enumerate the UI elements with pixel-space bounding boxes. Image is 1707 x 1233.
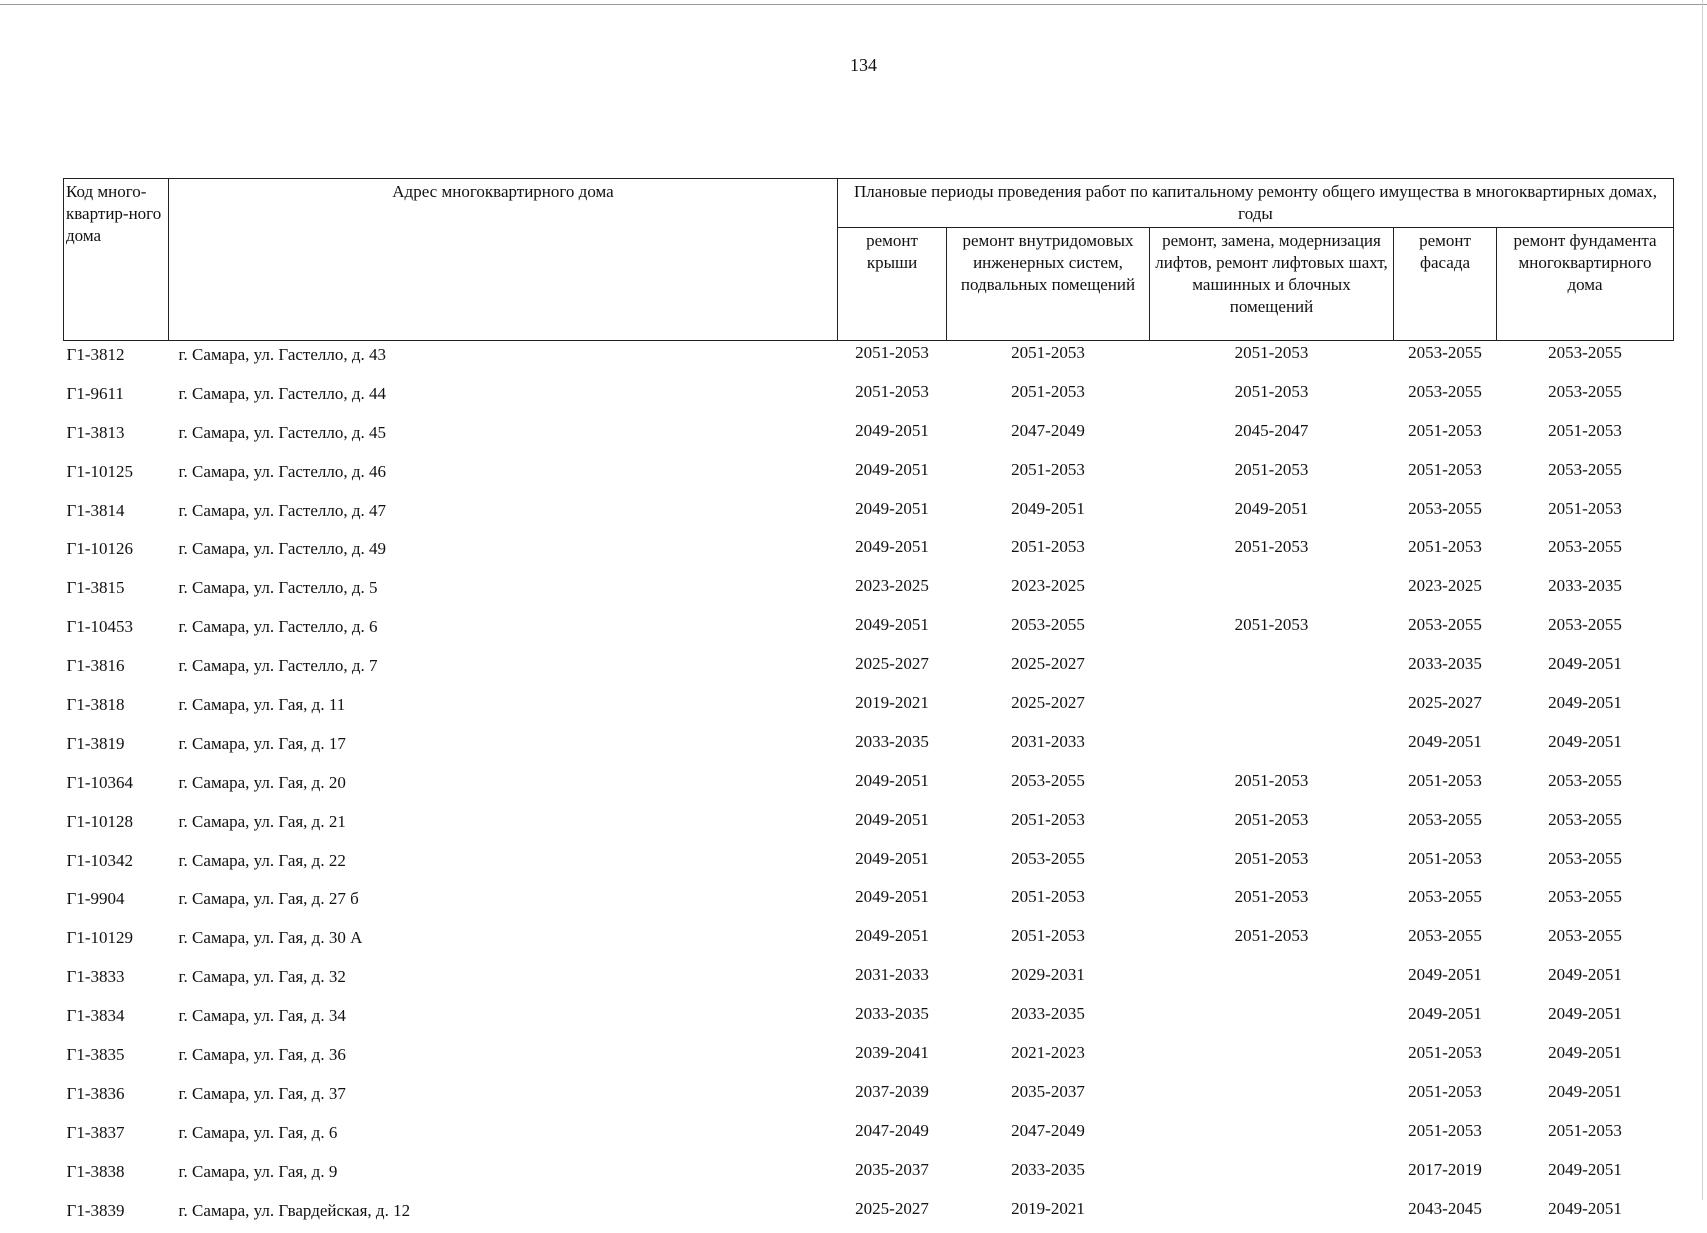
cell-facade-period: 2053-2055	[1394, 883, 1497, 922]
cell-lifts-period: 2051-2053	[1150, 341, 1394, 378]
table-row	[64, 806, 1674, 845]
cell-facade-period: 2051-2053	[1394, 1117, 1497, 1156]
cell-engineering-period: 2025-2027	[947, 650, 1150, 689]
cell-engineering-period: 2021-2023	[947, 1039, 1150, 1078]
cell-address: г. Самара, ул. Гая, д. 36	[169, 1039, 838, 1078]
cell-engineering-period: 2049-2051	[947, 495, 1150, 534]
cell-engineering-period: 2047-2049	[947, 1117, 1150, 1156]
cell-roof-period: 2049-2051	[838, 611, 947, 650]
table-row	[64, 495, 1674, 534]
cell-lifts-period: 2051-2053	[1150, 378, 1394, 417]
table-row	[64, 883, 1674, 922]
cell-facade-period: 2051-2053	[1394, 533, 1497, 572]
cell-roof-period: 2051-2053	[838, 341, 947, 378]
cell-roof-period: 2031-2033	[838, 961, 947, 1000]
cell-facade-period: 2051-2053	[1394, 456, 1497, 495]
header-row-top	[64, 179, 1674, 228]
cell-address: г. Самара, ул. Гая, д. 34	[169, 1000, 838, 1039]
cell-roof-period: 2049-2051	[838, 533, 947, 572]
cell-address: г. Самара, ул. Гая, д. 22	[169, 845, 838, 884]
cell-foundation-period: 2053-2055	[1497, 806, 1674, 845]
capital-repair-schedule-table	[63, 178, 1674, 1233]
header-lifts: ремонт, замена, модернизация лифтов, ремонт лифтовых шахт, машинных и блочных помещений	[1150, 228, 1394, 341]
cell-engineering-period: 2033-2035	[947, 1000, 1150, 1039]
cell-engineering-period: 2051-2053	[947, 456, 1150, 495]
cell-lifts-period	[1150, 1195, 1394, 1233]
cell-code: Г1-3839	[64, 1195, 169, 1233]
page-number: 134	[0, 55, 1707, 76]
cell-code: Г1-3818	[64, 689, 169, 728]
cell-address: г. Самара, ул. Гая, д. 20	[169, 767, 838, 806]
table-row	[64, 845, 1674, 884]
cell-address: г. Самара, ул. Гастелло, д. 49	[169, 533, 838, 572]
header-periods-group: Плановые периоды проведения работ по капитальному ремонту общего имущества в многоквартирных домах, годы	[838, 179, 1674, 228]
cell-address: г. Самара, ул. Гая, д. 9	[169, 1156, 838, 1195]
table-row	[64, 650, 1674, 689]
cell-facade-period: 2043-2045	[1394, 1195, 1497, 1233]
cell-address: г. Самара, ул. Гая, д. 17	[169, 728, 838, 767]
cell-facade-period: 2049-2051	[1394, 961, 1497, 1000]
cell-code: Г1-3835	[64, 1039, 169, 1078]
cell-address: г. Самара, ул. Гая, д. 37	[169, 1078, 838, 1117]
cell-foundation-period: 2049-2051	[1497, 1156, 1674, 1195]
cell-engineering-period: 2029-2031	[947, 961, 1150, 1000]
cell-code: Г1-3816	[64, 650, 169, 689]
cell-engineering-period: 2033-2035	[947, 1156, 1150, 1195]
cell-lifts-period: 2051-2053	[1150, 883, 1394, 922]
cell-engineering-period: 2051-2053	[947, 533, 1150, 572]
cell-code: Г1-3819	[64, 728, 169, 767]
cell-facade-period: 2053-2055	[1394, 806, 1497, 845]
cell-code: Г1-10129	[64, 922, 169, 961]
cell-lifts-period: 2051-2053	[1150, 806, 1394, 845]
cell-code: Г1-10342	[64, 845, 169, 884]
cell-foundation-period: 2051-2053	[1497, 495, 1674, 534]
cell-address: г. Самара, ул. Гастелло, д. 6	[169, 611, 838, 650]
cell-roof-period: 2049-2051	[838, 495, 947, 534]
header-foundation: ремонт фундамента многоквартирного дома	[1497, 228, 1674, 341]
cell-engineering-period: 2051-2053	[947, 378, 1150, 417]
cell-roof-period: 2033-2035	[838, 728, 947, 767]
table-row	[64, 341, 1674, 378]
cell-engineering-period: 2053-2055	[947, 611, 1150, 650]
cell-lifts-period	[1150, 689, 1394, 728]
cell-code: Г1-3834	[64, 1000, 169, 1039]
table-row	[64, 378, 1674, 417]
cell-engineering-period: 2047-2049	[947, 417, 1150, 456]
cell-facade-period: 2053-2055	[1394, 611, 1497, 650]
cell-engineering-period: 2031-2033	[947, 728, 1150, 767]
table-row	[64, 1039, 1674, 1078]
cell-address: г. Самара, ул. Гастелло, д. 46	[169, 456, 838, 495]
cell-foundation-period: 2049-2051	[1497, 689, 1674, 728]
cell-facade-period: 2051-2053	[1394, 845, 1497, 884]
cell-foundation-period: 2053-2055	[1497, 378, 1674, 417]
cell-foundation-period: 2053-2055	[1497, 456, 1674, 495]
cell-lifts-period: 2051-2053	[1150, 533, 1394, 572]
cell-address: г. Самара, ул. Гастелло, д. 43	[169, 341, 838, 378]
cell-engineering-period: 2023-2025	[947, 572, 1150, 611]
cell-facade-period: 2025-2027	[1394, 689, 1497, 728]
cell-address: г. Самара, ул. Гая, д. 6	[169, 1117, 838, 1156]
cell-engineering-period: 2019-2021	[947, 1195, 1150, 1233]
cell-foundation-period: 2049-2051	[1497, 728, 1674, 767]
cell-foundation-period: 2051-2053	[1497, 1117, 1674, 1156]
cell-code: Г1-3833	[64, 961, 169, 1000]
cell-code: Г1-3836	[64, 1078, 169, 1117]
cell-roof-period: 2039-2041	[838, 1039, 947, 1078]
cell-foundation-period: 2053-2055	[1497, 845, 1674, 884]
cell-lifts-period: 2051-2053	[1150, 845, 1394, 884]
cell-roof-period: 2049-2051	[838, 767, 947, 806]
cell-address: г. Самара, ул. Гая, д. 30 А	[169, 922, 838, 961]
cell-code: Г1-10125	[64, 456, 169, 495]
cell-facade-period: 2053-2055	[1394, 922, 1497, 961]
cell-lifts-period	[1150, 572, 1394, 611]
cell-lifts-period	[1150, 1117, 1394, 1156]
cell-lifts-period	[1150, 650, 1394, 689]
cell-code: Г1-10126	[64, 533, 169, 572]
cell-foundation-period: 2049-2051	[1497, 1000, 1674, 1039]
table-row	[64, 767, 1674, 806]
cell-code: Г1-9611	[64, 378, 169, 417]
cell-facade-period: 2051-2053	[1394, 767, 1497, 806]
table-row	[64, 1078, 1674, 1117]
cell-roof-period: 2049-2051	[838, 456, 947, 495]
cell-foundation-period: 2053-2055	[1497, 767, 1674, 806]
table-row	[64, 689, 1674, 728]
cell-roof-period: 2037-2039	[838, 1078, 947, 1117]
cell-code: Г1-10364	[64, 767, 169, 806]
header-engineering: ремонт внутридомовых инженерных систем, подвальных помещений	[947, 228, 1150, 341]
cell-foundation-period: 2049-2051	[1497, 1078, 1674, 1117]
cell-roof-period: 2049-2051	[838, 806, 947, 845]
table-body	[64, 341, 1674, 1233]
cell-address: г. Самара, ул. Гастелло, д. 44	[169, 378, 838, 417]
cell-lifts-period	[1150, 728, 1394, 767]
cell-roof-period: 2035-2037	[838, 1156, 947, 1195]
cell-lifts-period: 2051-2053	[1150, 922, 1394, 961]
cell-roof-period: 2049-2051	[838, 883, 947, 922]
cell-foundation-period: 2049-2051	[1497, 1039, 1674, 1078]
cell-facade-period: 2017-2019	[1394, 1156, 1497, 1195]
cell-roof-period: 2047-2049	[838, 1117, 947, 1156]
table-row	[64, 1195, 1674, 1233]
cell-roof-period: 2025-2027	[838, 650, 947, 689]
cell-engineering-period: 2051-2053	[947, 341, 1150, 378]
cell-code: Г1-3812	[64, 341, 169, 378]
cell-foundation-period: 2051-2053	[1497, 417, 1674, 456]
cell-facade-period: 2053-2055	[1394, 341, 1497, 378]
cell-code: Г1-3837	[64, 1117, 169, 1156]
cell-facade-period: 2023-2025	[1394, 572, 1497, 611]
table-header	[64, 179, 1674, 341]
table-row	[64, 1000, 1674, 1039]
cell-roof-period: 2019-2021	[838, 689, 947, 728]
table-row	[64, 611, 1674, 650]
cell-foundation-period: 2033-2035	[1497, 572, 1674, 611]
cell-code: Г1-3815	[64, 572, 169, 611]
cell-facade-period: 2053-2055	[1394, 495, 1497, 534]
header-facade: ремонт фасада	[1394, 228, 1497, 341]
table-row	[64, 922, 1674, 961]
table-row	[64, 961, 1674, 1000]
cell-foundation-period: 2053-2055	[1497, 341, 1674, 378]
cell-engineering-period: 2053-2055	[947, 767, 1150, 806]
cell-lifts-period: 2051-2053	[1150, 456, 1394, 495]
table-row	[64, 728, 1674, 767]
cell-code: Г1-3838	[64, 1156, 169, 1195]
cell-facade-period: 2051-2053	[1394, 1039, 1497, 1078]
cell-address: г. Самара, ул. Гастелло, д. 7	[169, 650, 838, 689]
cell-facade-period: 2053-2055	[1394, 378, 1497, 417]
cell-roof-period: 2049-2051	[838, 922, 947, 961]
cell-foundation-period: 2049-2051	[1497, 961, 1674, 1000]
cell-address: г. Самара, ул. Гая, д. 11	[169, 689, 838, 728]
cell-code: Г1-10128	[64, 806, 169, 845]
cell-foundation-period: 2049-2051	[1497, 1195, 1674, 1233]
cell-facade-period: 2049-2051	[1394, 728, 1497, 767]
cell-roof-period: 2049-2051	[838, 417, 947, 456]
cell-code: Г1-3813	[64, 417, 169, 456]
cell-roof-period: 2025-2027	[838, 1195, 947, 1233]
cell-address: г. Самара, ул. Гастелло, д. 47	[169, 495, 838, 534]
cell-roof-period: 2023-2025	[838, 572, 947, 611]
cell-lifts-period	[1150, 1156, 1394, 1195]
cell-lifts-period	[1150, 1039, 1394, 1078]
cell-engineering-period: 2025-2027	[947, 689, 1150, 728]
cell-foundation-period: 2053-2055	[1497, 883, 1674, 922]
cell-lifts-period: 2045-2047	[1150, 417, 1394, 456]
cell-foundation-period: 2053-2055	[1497, 533, 1674, 572]
cell-address: г. Самара, ул. Гая, д. 21	[169, 806, 838, 845]
cell-foundation-period: 2053-2055	[1497, 611, 1674, 650]
scan-edge-right	[1702, 0, 1703, 1200]
cell-engineering-period: 2051-2053	[947, 883, 1150, 922]
cell-facade-period: 2051-2053	[1394, 417, 1497, 456]
table-row	[64, 572, 1674, 611]
cell-facade-period: 2049-2051	[1394, 1000, 1497, 1039]
cell-address: г. Самара, ул. Гвардейская, д. 12	[169, 1195, 838, 1233]
table-row	[64, 1117, 1674, 1156]
cell-lifts-period	[1150, 961, 1394, 1000]
table-row	[64, 417, 1674, 456]
table-row	[64, 456, 1674, 495]
cell-roof-period: 2051-2053	[838, 378, 947, 417]
cell-foundation-period: 2049-2051	[1497, 650, 1674, 689]
cell-code: Г1-3814	[64, 495, 169, 534]
scan-edge-top	[0, 4, 1707, 5]
table-row	[64, 1156, 1674, 1195]
cell-lifts-period: 2049-2051	[1150, 495, 1394, 534]
cell-engineering-period: 2035-2037	[947, 1078, 1150, 1117]
cell-roof-period: 2033-2035	[838, 1000, 947, 1039]
cell-foundation-period: 2053-2055	[1497, 922, 1674, 961]
cell-roof-period: 2049-2051	[838, 845, 947, 884]
cell-address: г. Самара, ул. Гая, д. 32	[169, 961, 838, 1000]
cell-lifts-period: 2051-2053	[1150, 767, 1394, 806]
cell-address: г. Самара, ул. Гастелло, д. 5	[169, 572, 838, 611]
cell-facade-period: 2051-2053	[1394, 1078, 1497, 1117]
cell-lifts-period: 2051-2053	[1150, 611, 1394, 650]
cell-lifts-period	[1150, 1078, 1394, 1117]
cell-engineering-period: 2053-2055	[947, 845, 1150, 884]
cell-address: г. Самара, ул. Гастелло, д. 45	[169, 417, 838, 456]
cell-code: Г1-10453	[64, 611, 169, 650]
cell-engineering-period: 2051-2053	[947, 806, 1150, 845]
cell-code: Г1-9904	[64, 883, 169, 922]
header-roof: ремонт крыши	[838, 228, 947, 341]
header-address: Адрес многоквартирного дома	[169, 179, 838, 341]
table-row	[64, 533, 1674, 572]
cell-lifts-period	[1150, 1000, 1394, 1039]
cell-facade-period: 2033-2035	[1394, 650, 1497, 689]
cell-address: г. Самара, ул. Гая, д. 27 б	[169, 883, 838, 922]
cell-engineering-period: 2051-2053	[947, 922, 1150, 961]
header-code: Код много-квартир-ного дома	[64, 179, 169, 341]
